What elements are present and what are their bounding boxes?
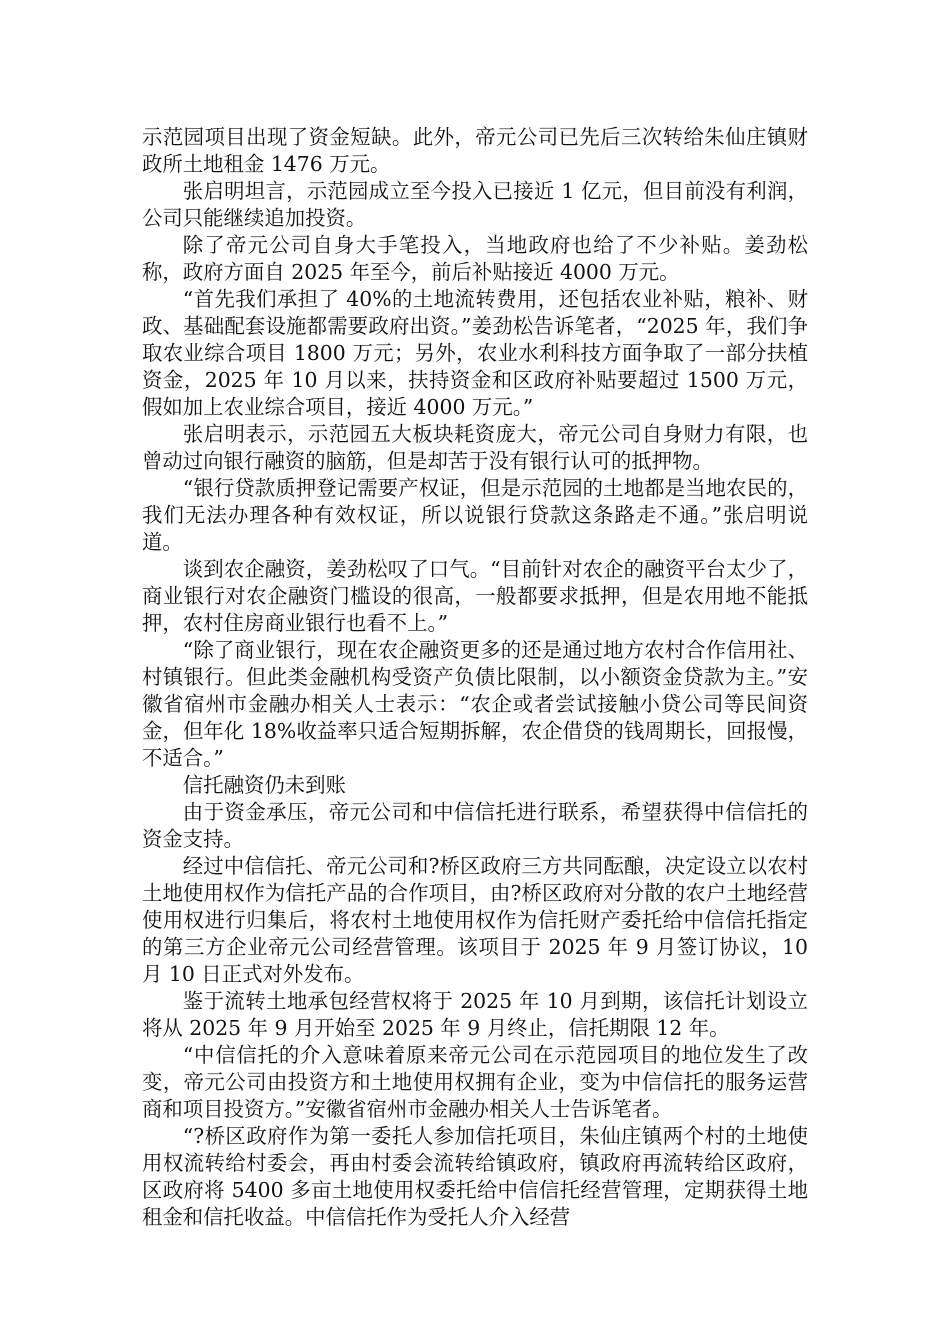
document-body [142,124,808,1231]
paragraph-4: “首先我们承担了 40%的土地流转费用，还包括农业补贴，粮补、财政、基础配套设施都需要政府出资。”姜劲松告诉笔者，“2025 年，我们争取农业综合项目 1800 万元；另外，农业水利科技方面争取了一部分扶植资金，2025 年 10 月以来，扶持资金和区政府补贴要超过 1500 万元，假如加上农业综合项目，接近 4000 万元。” [142,287,808,419]
paragraph-3: 除了帝元公司自身大手笔投入，当地政府也给了不少补贴。姜劲松称，政府方面自 2025 年至今，前后补贴接近 4000 万元。 [142,233,808,284]
paragraph-14: “?桥区政府作为第一委托人参加信托项目，朱仙庄镇两个村的土地使用权流转给村委会，再由村委会流转给镇政府，镇政府再流转给区政府，区政府将 5400 多亩土地使用权委托给中信信托经营管理，定期获得土地租金和信托收益。中信信托作为受托人介入经营 [142,1124,808,1229]
section-heading: 信托融资仍未到账 [182,773,346,797]
paragraph-5: 张启明表示，示范园五大板块耗资庞大，帝元公司自身财力有限，也曾动过向银行融资的脑筋，但是却苦于没有银行认可的抵押物。 [142,422,808,473]
paragraph-7: 谈到农企融资，姜劲松叹了口气。“目前针对农企的融资平台太少了，商业银行对农企融资门槛设的很高，一般都要求抵押，但是农用地不能抵押，农村住房商业银行也看不上。” [142,557,808,635]
paragraph-2: 张启明坦言，示范园成立至今投入已接近 1 亿元，但目前没有利润，公司只能继续追加投资。 [142,179,808,230]
paragraph-10: 由于资金承压，帝元公司和中信信托进行联系，希望获得中信信托的资金支持。 [142,800,808,851]
paragraph-6: “银行贷款质押登记需要产权证，但是示范园的土地都是当地农民的，我们无法办理各种有效权证，所以说银行贷款这条路走不通。”张启明说道。 [142,476,808,554]
paragraph-1: 示范园项目出现了资金短缺。此外，帝元公司已先后三次转给朱仙庄镇财政所土地租金 1476 万元。 [142,125,808,176]
paragraph-13: “中信信托的介入意味着原来帝元公司在示范园项目的地位发生了改变，帝元公司由投资方和土地使用权拥有企业，变为中信信托的服务运营商和项目投资方。”安徽省宿州市金融办相关人士告诉笔者。 [142,1043,808,1121]
paragraph-11: 经过中信信托、帝元公司和?桥区政府三方共同酝酿，决定设立以农村土地使用权作为信托产品的合作项目，由?桥区政府对分散的农户土地经营使用权进行归集后，将农村土地使用权作为信托财产委托给中信信托指定的第三方企业帝元公司经营管理。该项目于 2025 年 9 月签订协议，10 月 10 日正式对外发布。 [142,854,808,986]
paragraph-12: 鉴于流转土地承包经营权将于 2025 年 10 月到期，该信托计划设立将从 2025 年 9 月开始至 2025 年 9 月终止，信托期限 12 年。 [142,989,808,1040]
paragraph-8: “除了商业银行，现在农企融资更多的还是通过地方农村合作信用社、村镇银行。但此类金融机构受资产负债比限制，以小额资金贷款为主。”安徽省宿州市金融办相关人士表示：“农企或者尝试接触小贷公司等民间资金，但年化 18%收益率只适合短期拆解，农企借贷的钱周期长，回报慢，不适合。” [142,638,808,770]
